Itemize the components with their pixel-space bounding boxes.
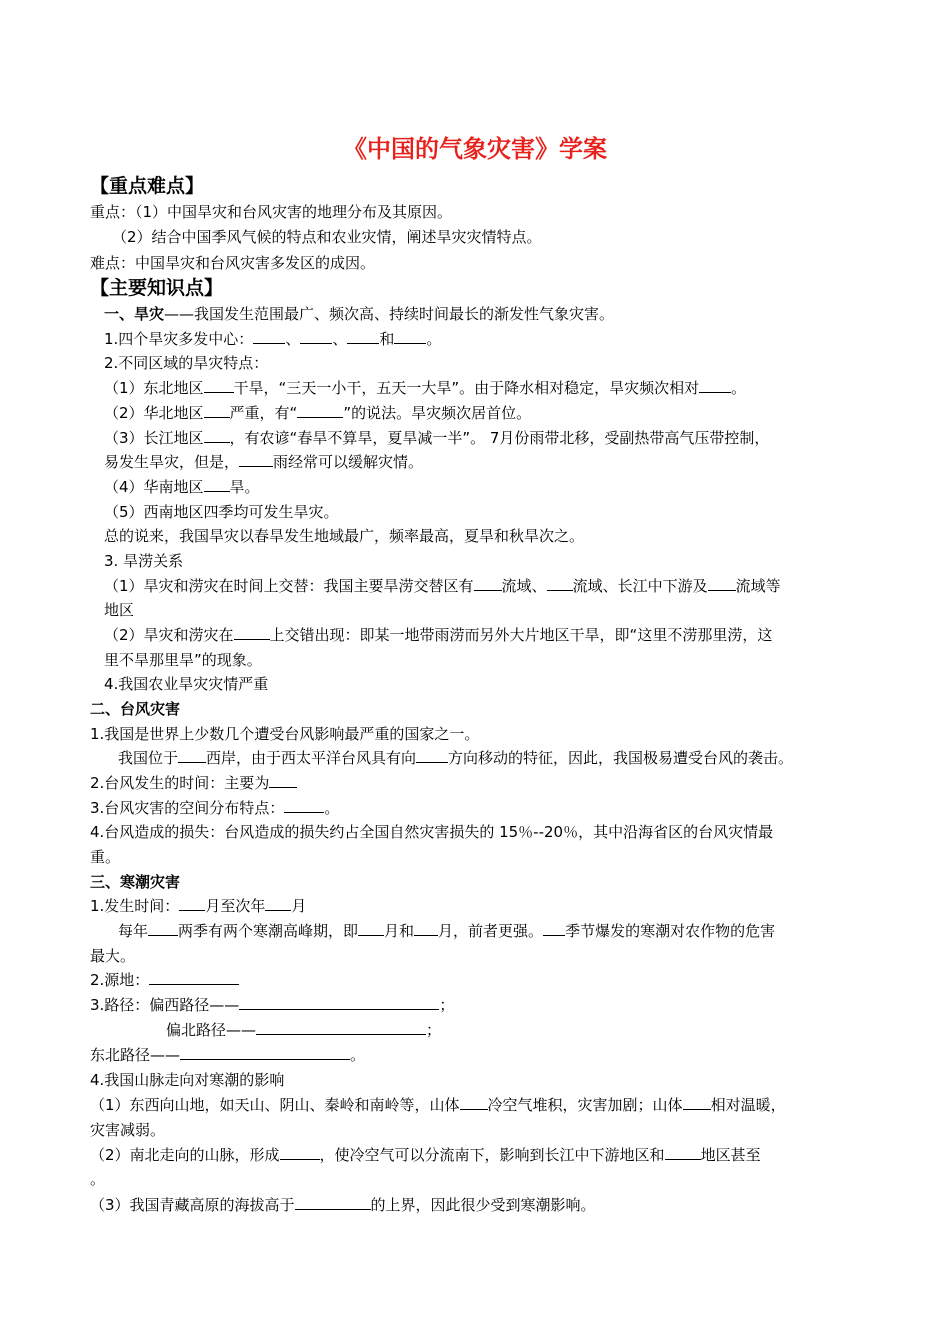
p1d-text: 季节爆发的寒潮对农作物的危害 bbox=[565, 922, 776, 940]
typhoon-p4: 4.台风造成的损失：台风造成的损失约占全国自然灾害损失的 15％--20％，其中沿海省区的台风灾情最 bbox=[90, 823, 774, 841]
ne-label: （1）东北地区 bbox=[104, 379, 204, 397]
p1-text: 月 bbox=[291, 897, 307, 915]
nc-end: ”的说法。旱灾频次居首位。 bbox=[343, 404, 532, 422]
sc-end: 旱。 bbox=[229, 478, 260, 496]
coldwave-p1 bbox=[90, 894, 306, 918]
m3-text: （3）我国青藏高原的海拔高于 bbox=[90, 1196, 295, 1214]
t1-text: 流域等 bbox=[735, 577, 781, 595]
drought-heading bbox=[104, 302, 614, 326]
drought-time-alternation-cont: 地区 bbox=[104, 601, 135, 619]
m2-text: 地区甚至 bbox=[700, 1146, 761, 1164]
blank[interactable] bbox=[347, 327, 379, 344]
blank[interactable] bbox=[256, 1018, 426, 1035]
p3b-text: 偏北路径—— bbox=[166, 1021, 257, 1039]
q1-and: 和 bbox=[379, 330, 395, 348]
drought-northeast bbox=[104, 376, 746, 400]
blank[interactable] bbox=[295, 1193, 371, 1210]
blank[interactable] bbox=[178, 746, 206, 763]
m3-text: 的上界，因此很少受到寒潮影响。 bbox=[370, 1196, 596, 1214]
cj-text3: 雨经常可以缓解灾情。 bbox=[273, 453, 424, 471]
drought-q3: 3. 旱涝关系 bbox=[104, 552, 184, 570]
coldwave-p3-west bbox=[90, 993, 454, 1017]
typhoon-p4-cont: 重。 bbox=[90, 848, 121, 866]
drought-changjiang bbox=[104, 426, 769, 450]
difficult-point: 难点：中国旱灾和台风灾害多发区的成因。 bbox=[90, 254, 376, 272]
m2-text: （2）南北走向的山脉，形成 bbox=[90, 1146, 280, 1164]
typhoon-p3 bbox=[90, 796, 339, 820]
typhoon-heading: 二、台风灾害 bbox=[90, 700, 181, 718]
blank[interactable] bbox=[234, 623, 270, 640]
p1d-text: 两季有两个寒潮高峰期，即 bbox=[178, 922, 359, 940]
p1d-text: 月和 bbox=[384, 922, 415, 940]
cj-text: ，有农谚“春旱不算旱，夏旱减一半”。 7月份雨带北移，受副热带高气压带控制， bbox=[229, 429, 770, 447]
blank[interactable] bbox=[297, 401, 343, 418]
drought-south-china bbox=[104, 475, 260, 499]
blank[interactable] bbox=[148, 919, 178, 936]
p3c-end: 。 bbox=[350, 1046, 366, 1064]
cj-text2: 易发生旱灾，但是， bbox=[104, 453, 240, 471]
blank[interactable] bbox=[547, 574, 573, 591]
drought-q2: 2.不同区域的旱灾特点： bbox=[104, 354, 269, 372]
blank[interactable] bbox=[416, 746, 448, 763]
blank[interactable] bbox=[394, 327, 426, 344]
drought-southwest: （5）西南地区四季均可发生旱灾。 bbox=[104, 503, 339, 521]
blank[interactable] bbox=[179, 894, 205, 911]
blank[interactable] bbox=[239, 450, 273, 467]
blank[interactable] bbox=[269, 771, 297, 788]
drought-changjiang-cont bbox=[104, 450, 423, 474]
typhoon-p2 bbox=[90, 771, 297, 795]
key-point-1: 重点：（1）中国旱灾和台风灾害的地理分布及其原因。 bbox=[90, 203, 453, 221]
blank[interactable] bbox=[414, 919, 438, 936]
q1-sep: 、 bbox=[332, 330, 348, 348]
t1-text: 流域、 bbox=[501, 577, 547, 595]
blank[interactable] bbox=[280, 1143, 320, 1160]
blank[interactable] bbox=[460, 1093, 488, 1110]
m1-text: （1）东西向山地，如天山、阴山、秦岭和南岭等，山体 bbox=[90, 1096, 460, 1114]
blank[interactable] bbox=[665, 1143, 701, 1160]
nc-label: （2）华北地区 bbox=[104, 404, 204, 422]
drought-q1 bbox=[104, 327, 441, 351]
drought-space-alternation bbox=[104, 623, 772, 647]
typhoon-p1b bbox=[118, 746, 793, 770]
p3-text: 3.路径：偏西路径—— bbox=[90, 996, 240, 1014]
drought-heading-title: 一、旱灾 bbox=[104, 305, 165, 323]
p1b-text: 我国位于 bbox=[118, 749, 179, 767]
t1-text: 流域、长江中下游及 bbox=[572, 577, 708, 595]
t1-text: （1）旱灾和涝灾在时间上交替：我国主要旱涝交替区有 bbox=[104, 577, 474, 595]
p3c-text: 东北路径—— bbox=[90, 1046, 181, 1064]
p2-text: 2.台风发生的时间：主要为 bbox=[90, 774, 270, 792]
coldwave-p1d bbox=[118, 919, 775, 943]
drought-summary: 总的说来，我国旱灾以春旱发生地域最广，频率最高，夏旱和秋旱次之。 bbox=[104, 527, 585, 545]
coldwave-p3-northeast bbox=[90, 1043, 365, 1067]
coldwave-heading: 三、寒潮灾害 bbox=[90, 873, 181, 891]
blank[interactable] bbox=[239, 993, 439, 1010]
main-points-heading: 【主要知识点】 bbox=[90, 277, 224, 299]
ne-text: 干旱，“三天一小干，五天一大旱”。由于降水相对稳定，旱灾频次相对 bbox=[233, 379, 700, 397]
drought-q4: 4.我国农业旱灾灾情严重 bbox=[104, 675, 269, 693]
drought-space-alternation-cont: 里不旱那里旱”的现象。 bbox=[104, 651, 262, 669]
p1d-text: 月，前者更强。 bbox=[438, 922, 544, 940]
typhoon-p1: 1.我国是世界上少数几个遭受台风影响最严重的国家之一。 bbox=[90, 725, 480, 743]
drought-north-china bbox=[104, 401, 531, 425]
blank[interactable] bbox=[474, 574, 502, 591]
document-title: 《中国的气象灾害》学案 bbox=[343, 135, 607, 163]
m1-text: 冷空气堆积，灾害加剧；山体 bbox=[487, 1096, 683, 1114]
coldwave-m2 bbox=[90, 1143, 761, 1167]
m2-text: ，使冷空气可以分流南下，影响到长江中下游地区和 bbox=[319, 1146, 665, 1164]
key-points-heading: 【重点难点】 bbox=[90, 175, 205, 197]
blank[interactable] bbox=[253, 327, 285, 344]
s1-text: 上交错出现：即某一地带雨涝而另外大片地区干旱，即“这里不涝那里涝，这 bbox=[269, 626, 773, 644]
cj-label: （3）长江地区 bbox=[104, 429, 204, 447]
p1d-text: 每年 bbox=[118, 922, 149, 940]
blank[interactable] bbox=[699, 376, 731, 393]
blank[interactable] bbox=[204, 426, 230, 443]
blank[interactable] bbox=[284, 796, 324, 813]
q1-end: 。 bbox=[426, 330, 442, 348]
blank[interactable] bbox=[149, 968, 239, 985]
blank[interactable] bbox=[204, 475, 230, 492]
sc-label: （4）华南地区 bbox=[104, 478, 204, 496]
p1-text: 1.发生时间： bbox=[90, 897, 180, 915]
blank[interactable] bbox=[204, 401, 230, 418]
m1-text: 相对温暖， bbox=[710, 1096, 786, 1114]
s1-text: （2）旱灾和涝灾在 bbox=[104, 626, 234, 644]
p3-text: 3.台风灾害的空间分布特点： bbox=[90, 799, 285, 817]
p1-text: 月至次年 bbox=[205, 897, 266, 915]
coldwave-m1 bbox=[90, 1093, 786, 1117]
blank[interactable] bbox=[204, 376, 234, 393]
blank[interactable] bbox=[683, 1093, 711, 1110]
blank[interactable] bbox=[300, 327, 332, 344]
q1-label: 1.四个旱灾多发中心： bbox=[104, 330, 254, 348]
coldwave-p3-north bbox=[166, 1018, 441, 1042]
nc-text: 严重，有“ bbox=[229, 404, 298, 422]
coldwave-p2 bbox=[90, 968, 239, 992]
coldwave-m1-cont: 灾害减弱。 bbox=[90, 1121, 166, 1139]
drought-time-alternation bbox=[104, 574, 781, 598]
blank[interactable] bbox=[358, 919, 384, 936]
p1b-text: 方向移动的特征，因此，我国极易遭受台风的袭击。 bbox=[448, 749, 794, 767]
p2-text: 2.源地： bbox=[90, 971, 150, 989]
coldwave-m2-cont: 。 bbox=[90, 1170, 106, 1188]
p3-end: 。 bbox=[324, 799, 340, 817]
drought-heading-desc: ——我国发生范围最广、频次高、持续时间最长的渐发性气象灾害。 bbox=[164, 305, 615, 323]
p1b-text: 西岸，由于西太平洋台风具有向 bbox=[206, 749, 417, 767]
key-point-2: （2）结合中国季风气候的特点和农业灾情，阐述旱灾灾情特点。 bbox=[112, 228, 542, 246]
p3-end: ； bbox=[439, 996, 455, 1014]
blank[interactable] bbox=[543, 919, 565, 936]
blank[interactable] bbox=[708, 574, 736, 591]
coldwave-p4: 4.我国山脉走向对寒潮的影响 bbox=[90, 1071, 285, 1089]
coldwave-m3 bbox=[90, 1193, 596, 1217]
ne-end: 。 bbox=[731, 379, 747, 397]
blank[interactable] bbox=[265, 894, 291, 911]
coldwave-p1e: 最大。 bbox=[90, 947, 136, 965]
p3b-end: ； bbox=[426, 1021, 442, 1039]
blank[interactable] bbox=[180, 1043, 350, 1060]
q1-sep: 、 bbox=[285, 330, 301, 348]
